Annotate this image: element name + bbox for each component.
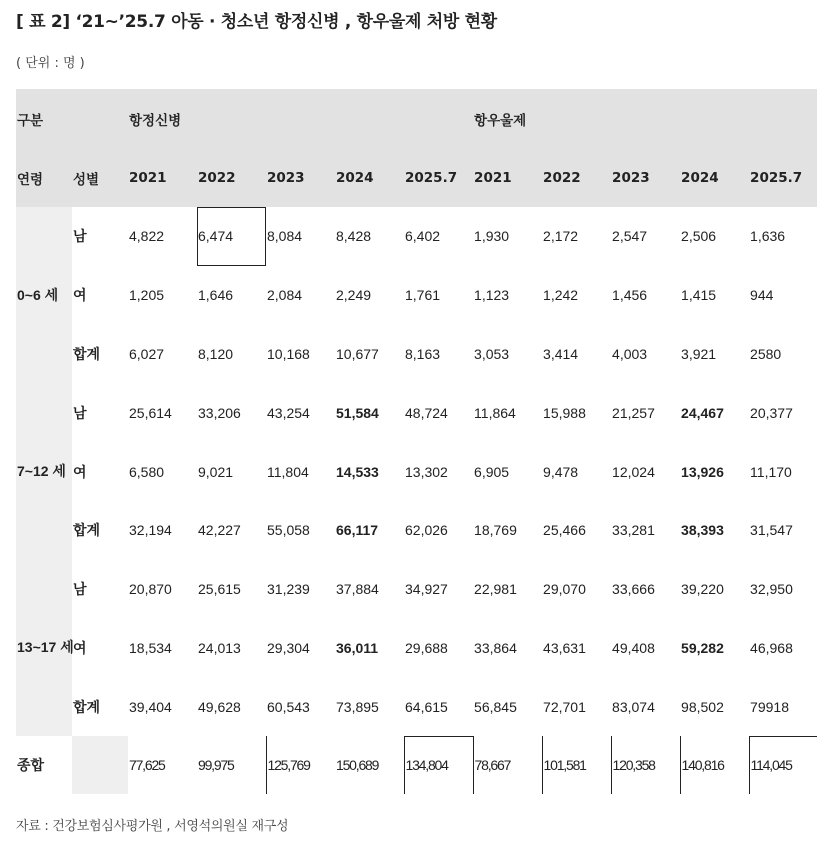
header-antidepressant: 항우울제 <box>473 89 817 148</box>
total-cell: 78,667 <box>474 757 511 774</box>
sex-label: 여 <box>73 287 87 304</box>
total-cell: 150,689 <box>336 757 379 774</box>
header-sex: 성별 <box>72 148 128 207</box>
cell: 18,534 <box>129 639 172 656</box>
cell: 2,506 <box>681 228 717 245</box>
age-group-13-17 <box>16 560 72 736</box>
cell: 2,249 <box>336 287 372 304</box>
cell: 1,646 <box>198 287 234 304</box>
cell: 1,123 <box>474 287 510 304</box>
cell: 39,220 <box>681 581 724 598</box>
age-group-label: 7~12 세 <box>17 463 66 480</box>
cell: 2,172 <box>543 228 579 245</box>
cell: 31,239 <box>267 581 310 598</box>
table-row <box>16 619 817 678</box>
cell: 1,930 <box>474 228 510 245</box>
total-cell: 125,769 <box>266 736 335 794</box>
header-year: 2023 <box>266 148 335 207</box>
cell: 6,580 <box>129 463 165 480</box>
cell: 43,254 <box>267 404 310 421</box>
total-label: 종합 <box>16 736 72 794</box>
cell: 6,027 <box>129 345 165 362</box>
cell: 79918 <box>750 698 789 715</box>
cell: 944 <box>750 287 774 304</box>
cell: 12,024 <box>612 463 655 480</box>
cell: 29,304 <box>267 639 310 656</box>
age-group-0-6: 0~6 세 <box>16 207 72 383</box>
cell: 1,415 <box>681 287 717 304</box>
cell: 32,950 <box>750 581 793 598</box>
cell: 22,981 <box>474 581 517 598</box>
cell: 46,968 <box>750 639 793 656</box>
header-gubun: 구분 <box>16 89 128 148</box>
cell-highlight: 14,533 <box>336 463 379 480</box>
header-antipsychotic: 항정신병 <box>128 89 473 148</box>
cell: 1,205 <box>129 287 165 304</box>
cell-highlight: 51,584 <box>336 404 379 421</box>
cell: 18,769 <box>474 522 517 539</box>
sex-label: 남 <box>73 228 87 245</box>
table-row <box>16 442 817 501</box>
header-row-years <box>16 148 817 207</box>
table-row <box>16 207 817 266</box>
total-cell: 101,581 <box>542 736 611 794</box>
total-cell: 99,975 <box>198 757 234 774</box>
cell-highlight: 13,926 <box>681 463 724 480</box>
cell: 37,884 <box>336 581 379 598</box>
cell: 6,474 <box>197 207 266 266</box>
header-year: 2025.7 <box>404 148 473 207</box>
cell: 8,428 <box>336 228 372 245</box>
cell-highlight: 38,393 <box>681 522 724 539</box>
table-row <box>16 325 817 384</box>
cell: 4,003 <box>612 345 648 362</box>
table-row <box>16 266 817 325</box>
cell: 33,206 <box>198 404 241 421</box>
cell: 1,636 <box>750 228 786 245</box>
cell: 42,227 <box>198 522 241 539</box>
cell: 8,120 <box>198 345 234 362</box>
cell: 3,053 <box>474 345 510 362</box>
header-year: 2024 <box>680 148 749 207</box>
sex-label: 남 <box>73 581 87 598</box>
prescription-table <box>16 89 817 794</box>
header-year: 2022 <box>197 148 266 207</box>
cell: 33,281 <box>612 522 655 539</box>
sex-label: 합계 <box>73 698 101 715</box>
cell: 25,615 <box>198 581 241 598</box>
table-title: [ 표 2] ‘21~’25.7 아동 · 청소년 항정신병 , 항우울제 처방 현황 <box>16 12 497 32</box>
age-group-7-12 <box>16 383 72 559</box>
cell: 20,870 <box>129 581 172 598</box>
cell: 8,163 <box>405 345 441 362</box>
cell: 15,988 <box>543 404 586 421</box>
sex-label: 여 <box>73 639 87 656</box>
cell: 25,614 <box>129 404 172 421</box>
cell: 21,257 <box>612 404 655 421</box>
total-cell: 134,804 <box>404 736 473 794</box>
cell: 33,864 <box>474 639 517 656</box>
table-row <box>16 677 817 736</box>
cell: 6,905 <box>474 463 510 480</box>
cell-highlight: 36,011 <box>336 639 379 656</box>
cell: 29,688 <box>405 639 448 656</box>
cell: 60,543 <box>267 698 310 715</box>
header-age: 연령 <box>16 148 72 207</box>
cell: 31,547 <box>750 522 793 539</box>
age-group-label: 13~17 세 <box>17 639 74 656</box>
cell: 10,677 <box>336 345 379 362</box>
total-cell: 77,625 <box>129 757 165 774</box>
cell: 4,822 <box>129 228 165 245</box>
cell: 9,478 <box>543 463 579 480</box>
cell: 9,021 <box>198 463 234 480</box>
cell: 39,404 <box>129 698 172 715</box>
total-cell: 140,816 <box>680 736 749 794</box>
cell: 64,615 <box>405 698 448 715</box>
header-year: 2022 <box>542 148 611 207</box>
cell-highlight: 66,117 <box>336 522 379 539</box>
cell: 98,502 <box>681 698 724 715</box>
total-cell: 114,045 <box>749 736 817 794</box>
cell: 2,547 <box>612 228 648 245</box>
cell: 11,804 <box>267 463 309 480</box>
cell: 55,058 <box>267 522 310 539</box>
header-year: 2024 <box>335 148 404 207</box>
table-row <box>16 560 817 619</box>
sex-label: 합계 <box>73 345 101 362</box>
cell: 48,724 <box>405 404 448 421</box>
cell: 49,408 <box>612 639 655 656</box>
cell: 1,456 <box>612 287 648 304</box>
cell: 56,845 <box>474 698 517 715</box>
total-row <box>16 736 817 794</box>
cell: 8,084 <box>267 228 303 245</box>
cell: 3,921 <box>681 345 717 362</box>
cell: 49,628 <box>198 698 241 715</box>
header-year: 2023 <box>611 148 680 207</box>
cell: 20,377 <box>750 404 793 421</box>
cell: 83,074 <box>612 698 655 715</box>
cell: 11,170 <box>750 463 792 480</box>
cell: 3,414 <box>543 345 579 362</box>
cell: 72,701 <box>543 698 586 715</box>
cell: 62,026 <box>405 522 448 539</box>
cell: 11,864 <box>474 404 516 421</box>
cell-highlight: 59,282 <box>681 639 724 656</box>
cell: 1,761 <box>405 287 441 304</box>
header-row-groups <box>16 89 817 148</box>
cell: 25,466 <box>543 522 586 539</box>
cell: 6,402 <box>405 228 441 245</box>
header-year: 2021 <box>473 148 542 207</box>
header-year: 2025.7 <box>749 148 817 207</box>
cell: 24,013 <box>198 639 241 656</box>
cell: 32,194 <box>129 522 172 539</box>
sex-label: 여 <box>73 463 87 480</box>
table-row <box>16 501 817 560</box>
header-year: 2021 <box>128 148 197 207</box>
sex-label: 남 <box>73 404 87 421</box>
cell: 33,666 <box>612 581 655 598</box>
cell: 13,302 <box>405 463 448 480</box>
cell: 73,895 <box>336 698 379 715</box>
cell: 2,084 <box>267 287 303 304</box>
cell: 43,631 <box>543 639 586 656</box>
sex-label: 합계 <box>73 522 101 539</box>
total-cell: 120,358 <box>611 736 680 794</box>
cell: 10,168 <box>267 345 310 362</box>
cell: 29,070 <box>543 581 586 598</box>
total-spacer <box>72 736 128 794</box>
cell: 1,242 <box>543 287 579 304</box>
source-note: 자료 : 건강보험심사평가원 , 서영석의원실 재구성 <box>16 819 289 834</box>
unit-note: ( 단위 : 명 ) <box>16 56 85 71</box>
cell-highlight: 24,467 <box>681 404 724 421</box>
cell: 2580 <box>750 345 782 362</box>
table-row <box>16 383 817 442</box>
cell: 34,927 <box>405 581 448 598</box>
